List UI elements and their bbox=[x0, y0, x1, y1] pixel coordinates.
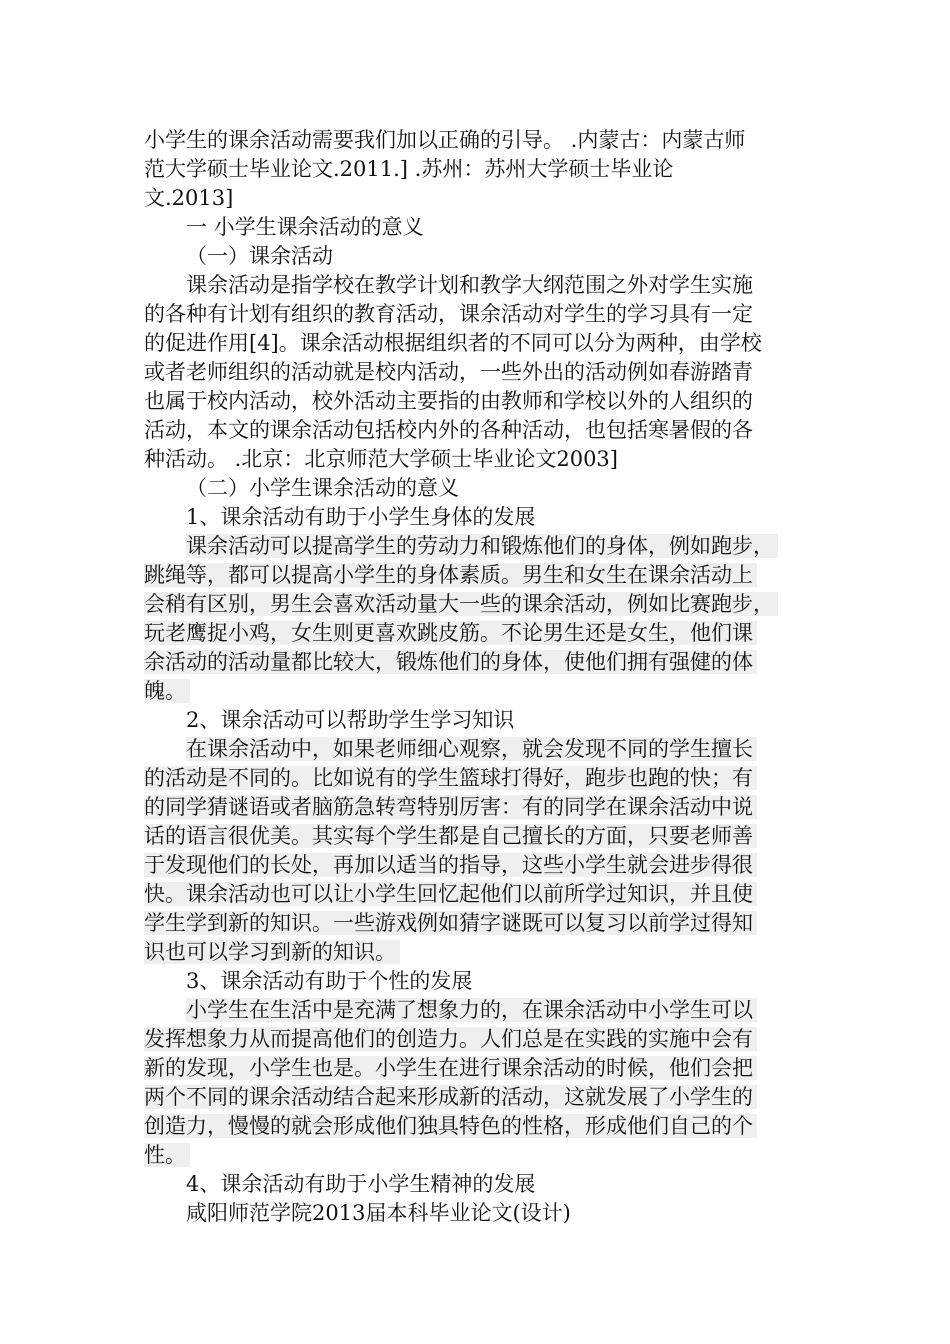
text-line-content: 也属于校内活动，校外活动主要指的由教师和学校以外的人组织的 bbox=[144, 389, 753, 413]
text-line bbox=[144, 996, 824, 1025]
text-line bbox=[144, 213, 824, 242]
text-line bbox=[144, 445, 824, 474]
text-line-content: 发挥想象力从而提高他们的创造力。人们总是在实践的实施中会有 bbox=[144, 1027, 757, 1051]
text-line-content: 在课余活动中，如果老师细心观察，就会发现不同的学生擅长 bbox=[186, 737, 757, 761]
text-line bbox=[144, 126, 824, 155]
text-line bbox=[144, 1054, 824, 1083]
text-line-content: 学生学到新的知识。一些游戏例如猜字谜既可以复习以前学过得知 bbox=[144, 911, 757, 935]
text-line-content: 识也可以学习到新的知识。 bbox=[144, 940, 400, 964]
text-line bbox=[144, 851, 824, 880]
text-line-content: 2、课余活动可以帮助学生学习知识 bbox=[186, 708, 515, 732]
text-line bbox=[144, 706, 824, 735]
text-line bbox=[144, 967, 824, 996]
text-line-content: 的活动是不同的。比如说有的学生篮球打得好，跑步也跑的快；有 bbox=[144, 766, 757, 790]
text-line bbox=[144, 155, 824, 184]
text-line-content: 活动，本文的课余活动包括校内外的各种活动，也包括寒暑假的各 bbox=[144, 418, 753, 442]
text-line-content: 余活动的活动量都比较大，锻炼他们的身体，使他们拥有强健的体 bbox=[144, 650, 757, 674]
text-line-content: 话的语言很优美。其实每个学生都是自己擅长的方面，只要老师善 bbox=[144, 824, 757, 848]
text-line-content: 课余活动是指学校在教学计划和教学大纲范围之外对学生实施 bbox=[186, 273, 753, 297]
text-line-content: 范大学硕士毕业论文.2011.] .苏州：苏州大学硕士毕业论 bbox=[144, 157, 674, 181]
text-line bbox=[144, 735, 824, 764]
text-line bbox=[144, 1141, 824, 1170]
text-line-content: 种活动。 .北京：北京师范大学硕士毕业论文2003] bbox=[144, 447, 618, 471]
text-line bbox=[144, 590, 824, 619]
text-line-content: 两个不同的课余活动结合起来形成新的活动，这就发展了小学生的 bbox=[144, 1085, 757, 1109]
text-line-content: 会稍有区别，男生会喜欢活动量大一些的课余活动，例如比赛跑步， bbox=[144, 592, 778, 616]
text-line bbox=[144, 1112, 824, 1141]
text-line bbox=[144, 416, 824, 445]
text-line-content: 的促进作用[4]。课余活动根据组织者的不同可以分为两种，由学校 bbox=[144, 331, 762, 355]
text-line-content: 一 小学生课余活动的意义 bbox=[186, 215, 424, 239]
text-line-content: 快。课余活动也可以让小学生回忆起他们以前所学过知识，并且使 bbox=[144, 882, 757, 906]
text-line-content: 于发现他们的长处，再加以适当的指导，这些小学生就会进步得很 bbox=[144, 853, 757, 877]
text-line bbox=[144, 358, 824, 387]
text-line bbox=[144, 677, 824, 706]
text-line bbox=[144, 880, 824, 909]
text-line-content: 魄。 bbox=[144, 679, 190, 703]
text-line-content: 小学生在生活中是充满了想象力的，在课余活动中小学生可以 bbox=[186, 998, 757, 1022]
text-line bbox=[144, 1170, 824, 1199]
text-line-content: （二）小学生课余活动的意义 bbox=[186, 476, 459, 500]
text-line bbox=[144, 503, 824, 532]
text-line-content: 或者老师组织的活动就是校内活动，一些外出的活动例如春游踏青 bbox=[144, 360, 753, 384]
text-line bbox=[144, 184, 824, 213]
text-line-content: 3、课余活动有助于个性的发展 bbox=[186, 969, 473, 993]
text-line-content: 小学生的课余活动需要我们加以正确的引导。 .内蒙古：内蒙古师 bbox=[144, 128, 746, 152]
text-line bbox=[144, 764, 824, 793]
text-line bbox=[144, 648, 824, 677]
text-line-content: 课余活动可以提高学生的劳动力和锻炼他们的身体，例如跑步， bbox=[186, 534, 778, 558]
text-line-content: 文.2013] bbox=[144, 186, 234, 210]
text-line bbox=[144, 938, 824, 967]
text-line-content: 创造力，慢慢的就会形成他们独具特色的性格，形成他们自己的个 bbox=[144, 1114, 757, 1138]
text-line-content: 的同学猜谜语或者脑筋急转弯特别厉害：有的同学在课余活动中说 bbox=[144, 795, 757, 819]
text-line-content: 性。 bbox=[144, 1143, 190, 1167]
text-line-content: 新的发现，小学生也是。小学生在进行课余活动的时候，他们会把 bbox=[144, 1056, 757, 1080]
text-line bbox=[144, 300, 824, 329]
text-line bbox=[144, 271, 824, 300]
text-line-content: 1、课余活动有助于小学生身体的发展 bbox=[186, 505, 536, 529]
text-line-content: （一）课余活动 bbox=[186, 244, 333, 268]
text-line-content: 玩老鹰捉小鸡，女生则更喜欢跳皮筋。不论男生还是女生，他们课 bbox=[144, 621, 757, 645]
text-line-content: 跳绳等，都可以提高小学生的身体素质。男生和女生在课余活动上 bbox=[144, 563, 757, 587]
text-line-content: 4、课余活动有助于小学生精神的发展 bbox=[186, 1172, 536, 1196]
text-line-content: 的各种有计划有组织的教育活动，课余活动对学生的学习具有一定 bbox=[144, 302, 753, 326]
text-line bbox=[144, 1025, 824, 1054]
text-line-content: 咸阳师范学院2013届本科毕业论文(设计) bbox=[186, 1201, 571, 1225]
text-line bbox=[144, 1083, 824, 1112]
text-line bbox=[144, 474, 824, 503]
text-line bbox=[144, 387, 824, 416]
text-line bbox=[144, 909, 824, 938]
text-line bbox=[144, 822, 824, 851]
text-line bbox=[144, 1199, 824, 1228]
text-line bbox=[144, 329, 824, 358]
document-body bbox=[144, 126, 824, 1228]
text-line bbox=[144, 561, 824, 590]
text-line bbox=[144, 242, 824, 271]
text-line bbox=[144, 793, 824, 822]
text-line bbox=[144, 532, 824, 561]
text-line bbox=[144, 619, 824, 648]
